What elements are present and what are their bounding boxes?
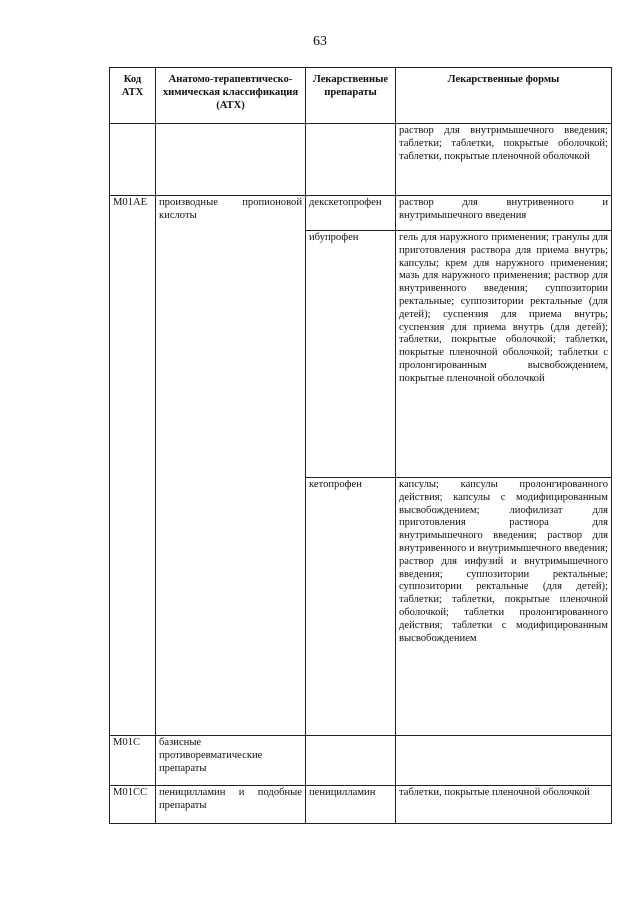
row-code: M01AE [110, 196, 156, 736]
row-forms: гель для наружного применения; гранулы для приготовления раствора для приема внутрь; капсулы; крем для наружного применения; мазь для наружного применения; раствор для внутривенного введения; суппозитории ректальные; суппозитории ректальные (для детей); суспензия для приема внутрь; суспензия для приема внутрь (для детей); таблетки, покрытые оболочкой; таблетки, покрытые пленочной оболочкой; таблетки с пролонгированным высвобождением, покрытые пленочной оболочкой [396, 231, 612, 478]
table-row [110, 786, 612, 824]
page-number: 63 [313, 34, 327, 49]
row-code [110, 124, 156, 196]
row-forms: таблетки, покрытые пленочной оболочкой [396, 786, 612, 824]
header-code: Код АТХ [110, 68, 156, 124]
row-code: M01C [110, 736, 156, 786]
table-row [110, 736, 612, 786]
row-forms [396, 736, 612, 786]
row-drug: пеницилламин [306, 786, 396, 824]
header-forms: Лекарственные формы [396, 68, 612, 124]
header-drugs: Лекарственные препараты [306, 68, 396, 124]
row-drug [306, 124, 396, 196]
row-drug: ибупрофен [306, 231, 396, 478]
table-row [110, 196, 612, 231]
row-classification: пеницилламин и подобные препараты [156, 786, 306, 824]
row-code: M01CC [110, 786, 156, 824]
header-classification: Анатомо-терапевтическо-химическая классификация (АТХ) [156, 68, 306, 124]
table-row [110, 124, 612, 196]
atx-table [109, 67, 612, 824]
table-header-row [110, 68, 612, 124]
row-forms: раствор для внутривенного и внутримышечного введения [396, 196, 612, 231]
row-drug: декскетопрофен [306, 196, 396, 231]
row-classification: базисные противоревматические препараты [156, 736, 306, 786]
row-classification: производные пропионовой кислоты [156, 196, 306, 736]
row-forms: капсулы; капсулы пролонгированного действия; капсулы с модифицированным высвобождением; лиофилизат для приготовления раствора для внутримышечного введения; раствор для внутривенного и внутримышечного введения; раствор для инфузий и внутримышечного введения; суппозитории ректальные; суппозитории ректальные (для детей); таблетки; таблетки, покрытые пленочной оболочкой; таблетки пролонгированного действия; таблетки с модифицированным высвобождением [396, 478, 612, 736]
row-forms: раствор для внутримышечного введения; таблетки; таблетки, покрытые оболочкой; таблетки, покрытые пленочной оболочкой [396, 124, 612, 196]
row-drug: кетопрофен [306, 478, 396, 736]
row-classification [156, 124, 306, 196]
row-drug [306, 736, 396, 786]
